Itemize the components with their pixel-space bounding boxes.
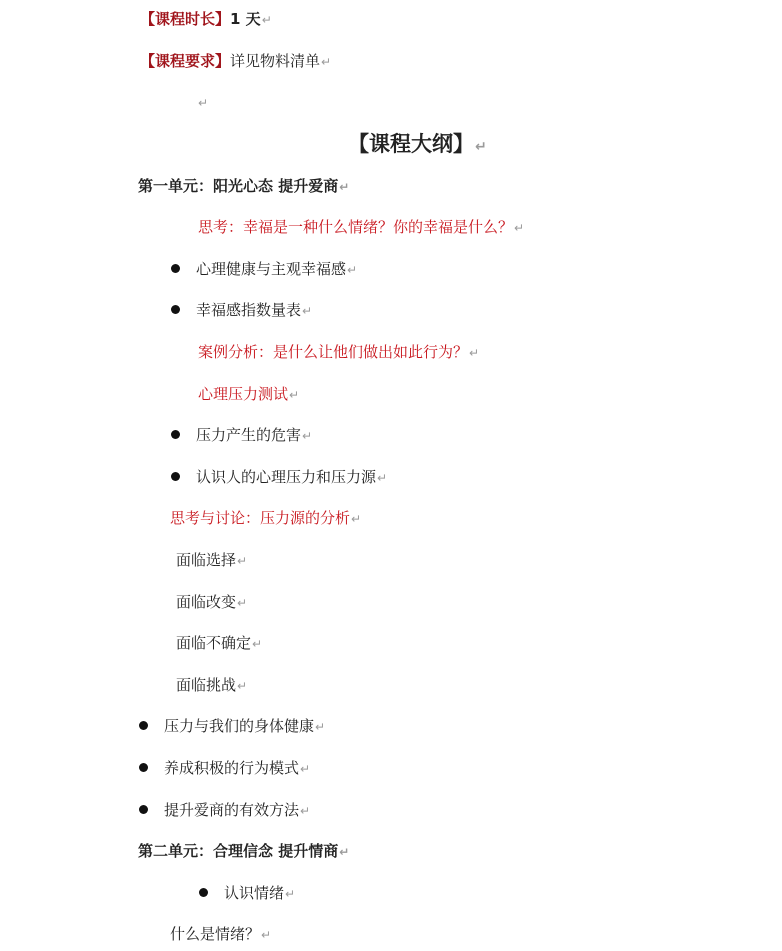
empty-paragraph — [197, 92, 208, 113]
bullet-icon — [171, 305, 180, 314]
list-item — [171, 300, 312, 321]
paragraph-mark-icon: ↵ — [475, 139, 487, 155]
paragraph-mark-icon: ↵ — [252, 637, 263, 651]
paragraph-mark-icon: ↵ — [302, 304, 313, 318]
list-item-text: 面临不确定 — [176, 634, 252, 652]
bullet-icon — [171, 472, 180, 481]
unit2-title — [138, 841, 349, 862]
paragraph-mark-icon: ↵ — [198, 96, 209, 110]
paragraph-mark-icon: ↵ — [237, 596, 248, 610]
list-item — [171, 425, 312, 446]
bullet-icon — [199, 888, 208, 897]
bullet-icon — [139, 805, 148, 814]
requirement-label: 【课程要求】 — [140, 52, 231, 70]
paragraph-mark-icon: ↵ — [321, 55, 332, 69]
list-item-text: 提升爱商的有效方法 — [164, 801, 300, 819]
paragraph-mark-icon: ↵ — [289, 388, 300, 402]
paragraph-mark-icon: ↵ — [351, 512, 362, 526]
unit2-title-text: 第二单元：合理信念 提升情商 — [138, 842, 339, 860]
outline-title — [348, 131, 487, 160]
paragraph-mark-icon: ↵ — [347, 263, 358, 277]
list-item-text: 认识人的心理压力和压力源 — [196, 468, 377, 486]
unit1-discuss — [170, 508, 361, 529]
requirement-line — [140, 51, 331, 72]
list-item — [176, 633, 262, 654]
paragraph-mark-icon: ↵ — [261, 13, 272, 27]
paragraph-mark-icon: ↵ — [302, 429, 313, 443]
unit1-test-text: 心理压力测试 — [198, 385, 289, 403]
paragraph-mark-icon: ↵ — [339, 845, 350, 859]
list-item-text: 心理健康与主观幸福感 — [196, 260, 347, 278]
paragraph-mark-icon: ↵ — [237, 554, 248, 568]
list-item — [176, 550, 247, 571]
paragraph-mark-icon: ↵ — [469, 346, 480, 360]
unit2-question — [170, 924, 271, 945]
list-item — [176, 592, 247, 613]
list-item — [171, 259, 357, 280]
list-item — [176, 675, 247, 696]
list-item — [139, 758, 310, 779]
unit1-think-text: 思考：幸福是一种什么情绪？你的幸福是什么？ — [198, 218, 514, 236]
list-item — [199, 883, 295, 904]
paragraph-mark-icon: ↵ — [237, 679, 248, 693]
bullet-icon — [171, 430, 180, 439]
duration-label: 【课程时长】 — [140, 10, 231, 28]
unit1-case — [198, 342, 479, 363]
bullet-icon — [139, 721, 148, 730]
duration-line — [140, 9, 272, 30]
paragraph-mark-icon: ↵ — [339, 180, 350, 194]
list-item-text: 幸福感指数量表 — [196, 301, 302, 319]
unit1-title — [138, 176, 349, 197]
duration-value: 1 天 — [230, 10, 261, 28]
requirement-value: 详见物料清单 — [230, 52, 321, 70]
list-item — [171, 467, 387, 488]
paragraph-mark-icon: ↵ — [315, 720, 326, 734]
paragraph-mark-icon: ↵ — [300, 762, 311, 776]
list-item-text: 认识情绪 — [224, 884, 285, 902]
unit1-discuss-text: 思考与讨论：压力源的分析 — [170, 509, 351, 527]
list-item-text: 面临改变 — [176, 593, 237, 611]
list-item-text: 面临选择 — [176, 551, 237, 569]
unit1-think — [198, 217, 524, 238]
unit1-title-text: 第一单元：阳光心态 提升爱商 — [138, 177, 339, 195]
unit2-question-text: 什么是情绪？ — [170, 925, 261, 943]
paragraph-mark-icon: ↵ — [285, 887, 296, 901]
paragraph-mark-icon: ↵ — [514, 221, 525, 235]
list-item-text: 压力产生的危害 — [196, 426, 302, 444]
unit1-case-text: 案例分析：是什么让他们做出如此行为？ — [198, 343, 469, 361]
paragraph-mark-icon: ↵ — [300, 804, 311, 818]
list-item-text: 养成积极的行为模式 — [164, 759, 300, 777]
paragraph-mark-icon: ↵ — [377, 471, 388, 485]
paragraph-mark-icon: ↵ — [261, 928, 272, 942]
list-item-text: 面临挑战 — [176, 676, 237, 694]
bullet-icon — [171, 264, 180, 273]
unit1-test — [198, 384, 299, 405]
list-item — [139, 800, 310, 821]
list-item-text: 压力与我们的身体健康 — [164, 717, 315, 735]
outline-title-text: 【课程大纲】 — [348, 132, 474, 156]
bullet-icon — [139, 763, 148, 772]
list-item — [139, 716, 325, 737]
